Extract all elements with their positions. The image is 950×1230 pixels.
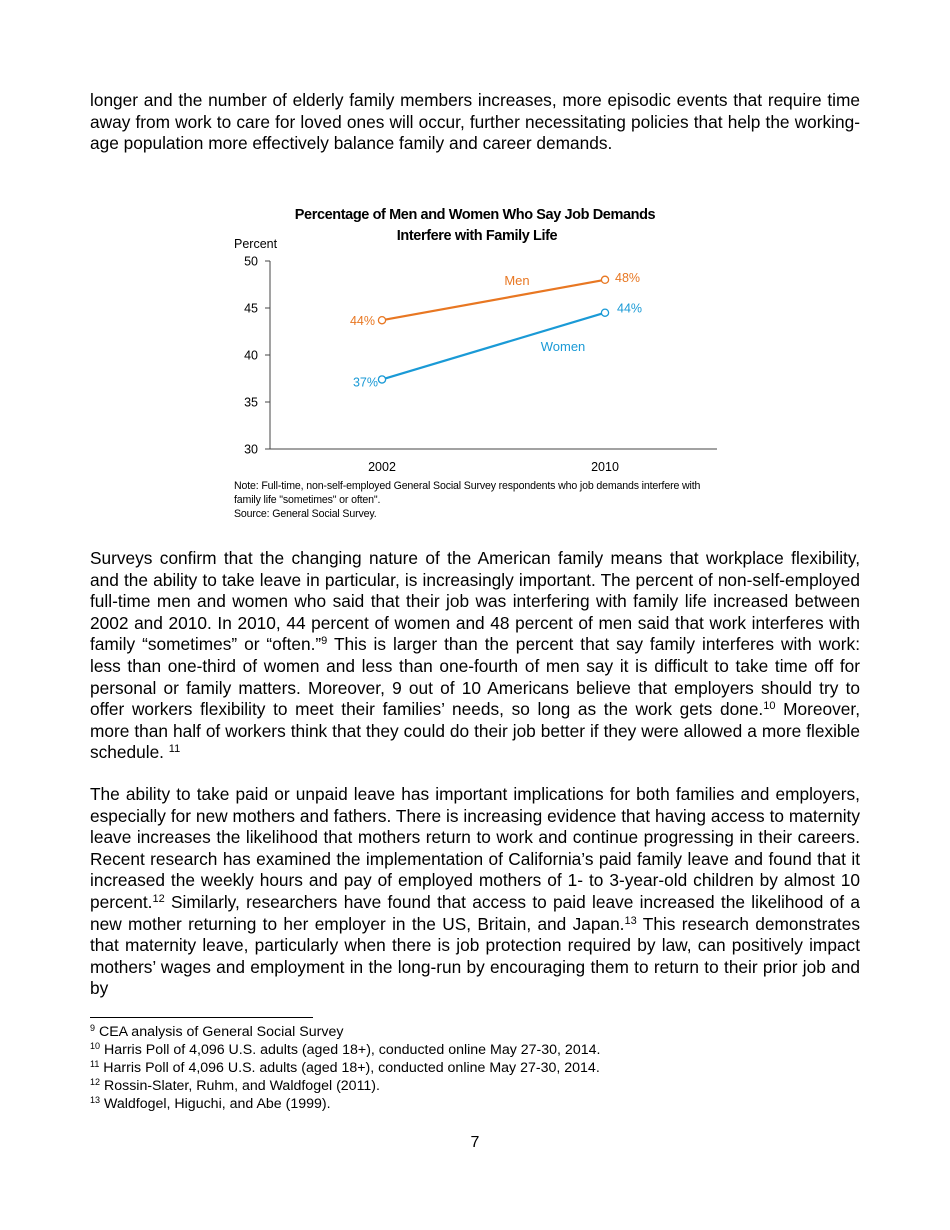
data-label-women: 44%: [617, 301, 643, 316]
data-point-women: [601, 309, 608, 316]
y-tick-label: 50: [244, 254, 258, 269]
footnote-text: Waldfogel, Higuchi, and Abe (1999).: [103, 1096, 331, 1112]
data-label-women: 37%: [352, 375, 378, 390]
footnote-number: 11: [90, 1059, 100, 1069]
text-run: Moreover, more than half of workers think that they could do their job better if they were allowed a more flexible schedule.: [90, 699, 860, 763]
chart-note: Note: Full-time, non-self-employed General Social Survey respondents who job demands interfere with family life "sometimes" or often".: [234, 480, 701, 506]
chart-source: Source: General Social Survey.: [234, 508, 377, 520]
footnote-ref[interactable]: 13: [624, 914, 637, 927]
chart-svg: [225, 200, 725, 474]
paragraph-intro: longer and the number of elderly family members increases, more episodic events that require time away from work to care for loved ones will occur, further necessitating policies that help the working-age population more effectively balance family and career demands.: [90, 90, 860, 154]
data-label-men: 44%: [349, 314, 375, 329]
series-name-women: Women: [540, 339, 586, 354]
line-chart: [225, 200, 725, 474]
footnote-number: 10: [90, 1041, 101, 1051]
x-tick-label: 2010: [591, 460, 619, 474]
footnote-text: Harris Poll of 4,096 U.S. adults (aged 18+), conducted online May 27-30, 2014.: [103, 1060, 600, 1076]
y-axis-label: Percent: [234, 237, 278, 251]
footnote-number: 13: [90, 1095, 101, 1105]
footnote: [90, 1023, 600, 1041]
footnote-number: 12: [90, 1077, 101, 1087]
text-run: This research demonstrates that maternity leave, particularly when there is job protection required by law, can positively impact mothers’ wages and employment in the long-run by encouraging them to return to their prior job and by: [90, 913, 860, 999]
footnote-text: Rossin-Slater, Ruhm, and Waldfogel (2011).: [103, 1078, 380, 1094]
chart-title-line2: Interfere with Family Life: [396, 228, 558, 244]
footnote: [90, 1095, 600, 1113]
paragraph-surveys: [90, 548, 860, 764]
footnote: [90, 1059, 600, 1077]
y-tick-label: 40: [244, 348, 258, 363]
text-run: Surveys confirm that the changing nature of the American family means that workplace flexibility, and the ability to take leave in particular, is increasingly important. The percent of non-self-employed full-time men and women who said that their job was interfering with family life increased between 2002 and 2010. In 2010, 44 percent of women and 48 percent of men said that work interferes with family “sometimes” or “often.”: [90, 548, 860, 655]
data-label-men: 48%: [615, 270, 641, 285]
chart-title-line1: Percentage of Men and Women Who Say Job Demands: [294, 207, 656, 223]
x-tick-label: 2002: [368, 460, 396, 474]
text-run: This is larger than the percent that say family interferes with work: less than one-third of women and less than one-fourth of men say it is difficult to take time off for personal or family matters. Moreover, 9 out of 10 Americans believe that employers should try to offer workers flexibility to meet their families’ needs, so long as the work gets done.: [90, 634, 860, 720]
series-name-men: Men: [504, 273, 530, 288]
footnote-ref[interactable]: 11: [168, 743, 181, 756]
y-tick-label: 30: [244, 442, 258, 457]
footnote-ref[interactable]: 12: [152, 892, 165, 905]
y-tick-label: 45: [244, 301, 258, 316]
footnote-ref[interactable]: 9: [321, 635, 328, 648]
text-run: The ability to take paid or unpaid leave has important implications for both families and employers, especially for new mothers and fathers. There is increasing evidence that having access to maternity leave increases the likelihood that mothers return to work and continue progressing in their careers. Recent research has examined the implementation of California’s paid family leave and found that it increased the weekly hours and pay of employed mothers of 1- to 3-year-old children by almost 10 percent.: [90, 784, 860, 912]
data-point-women: [378, 376, 385, 383]
data-point-men: [378, 317, 385, 324]
footnote-ref[interactable]: 10: [763, 700, 776, 713]
series-line-men: [382, 280, 605, 320]
paragraph-leave: [90, 784, 860, 1000]
footnote-text: Harris Poll of 4,096 U.S. adults (aged 18+), conducted online May 27-30, 2014.: [103, 1042, 601, 1058]
footnote: [90, 1077, 600, 1095]
footnote: [90, 1041, 600, 1059]
y-tick-label: 35: [244, 395, 258, 410]
text-run: Similarly, researchers have found that access to paid leave increased the likelihood of a new mother returning to her employer in the US, Britain, and Japan.: [90, 891, 860, 934]
footnote-list: [90, 1023, 600, 1113]
footnote-divider: [90, 1017, 313, 1018]
data-point-men: [601, 276, 608, 283]
footnote-text: CEA analysis of General Social Survey: [98, 1024, 344, 1040]
footnote-number: 9: [90, 1023, 96, 1033]
page-number: 7: [470, 1134, 480, 1151]
